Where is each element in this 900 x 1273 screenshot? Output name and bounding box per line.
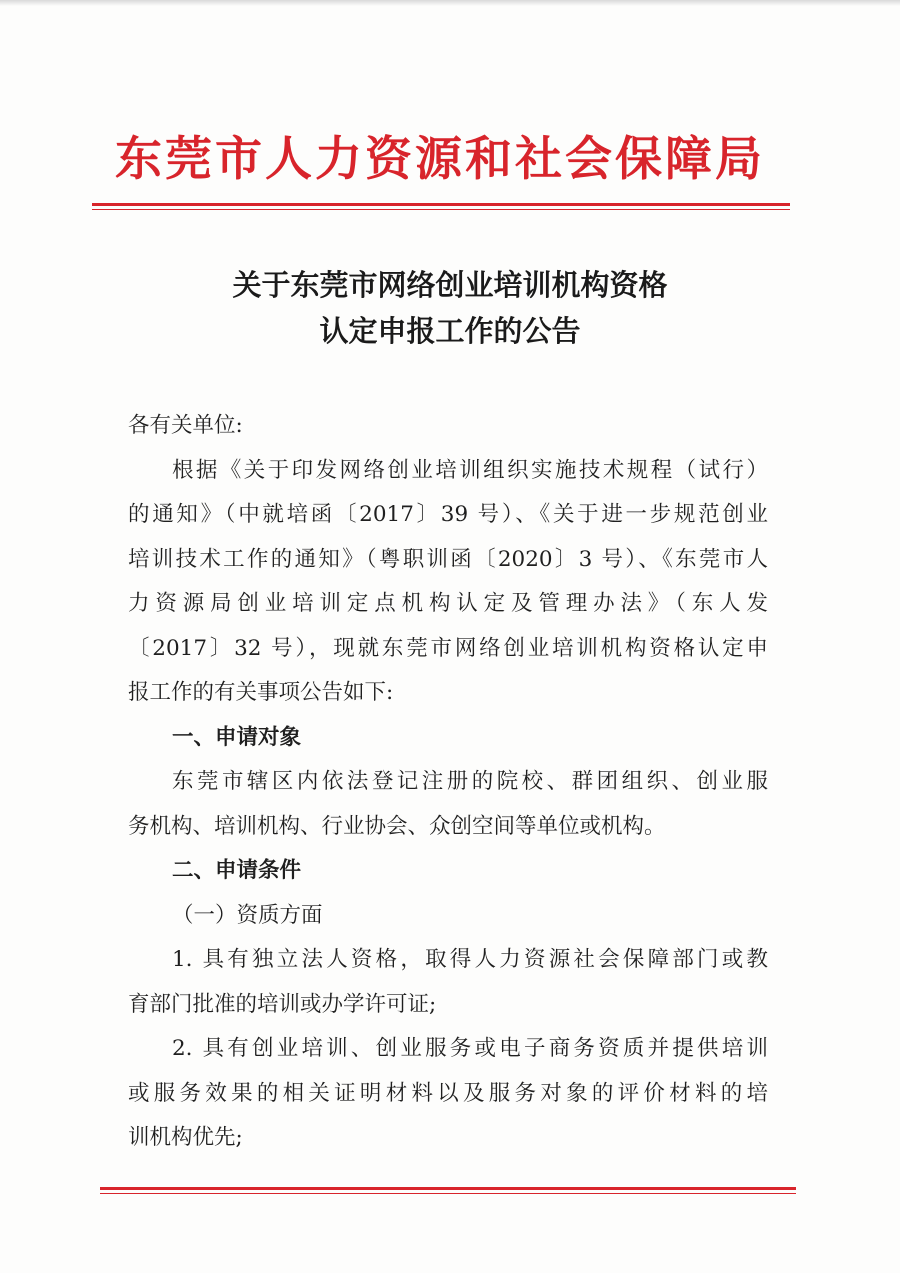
document-body [128, 404, 768, 1161]
intro-line-6: 报工作的有关事项公告如下: [128, 680, 394, 705]
intro-line-3: 培训技术工作的通知》（粤职训函〔2020〕3 号）、《东莞市人 [128, 546, 768, 572]
scan-edge-shadow [0, 0, 900, 6]
section-1-line-1: 东莞市辖区内依法登记注册的院校、群团组织、创业服 [172, 769, 768, 794]
footer-red-rule [100, 1187, 796, 1194]
document-title-line-2: 认定申报工作的公告 [319, 314, 581, 348]
salutation: 各有关单位: [128, 413, 243, 438]
intro-line-5: 〔2017〕32 号），现就东莞市网络创业培训机构资格认定申 [128, 635, 768, 661]
issuing-authority-masthead: 东莞市人力资源和社会保障局 [115, 132, 765, 187]
item-1-line-1: 1. 具有独立法人资格，取得人力资源社会保障部门或教 [172, 947, 768, 972]
masthead-red-rule [92, 203, 790, 210]
document-title-line-1: 关于东莞市网络创业培训机构资格 [232, 268, 668, 302]
section-1-heading: 一、申请对象 [172, 724, 302, 750]
section-2-heading: 二、申请条件 [172, 858, 302, 883]
document-title [100, 262, 800, 354]
section-1-line-2: 务机构、培训机构、行业协会、众创空间等单位或机构。 [128, 813, 666, 839]
item-2-line-1: 2. 具有创业培训、创业服务或电子商务资质并提供培训 [172, 1036, 768, 1061]
item-2-line-2: 或服务效果的相关证明材料以及服务对象的评价材料的培 [128, 1080, 768, 1106]
intro-line-1: 根据《关于印发网络创业培训组织实施技术规程（试行） [172, 457, 768, 483]
item-1-line-2: 育部门批准的培训或办学许可证; [128, 991, 437, 1017]
intro-line-2: 的通知》（中就培函〔2017〕39 号）、《关于进一步规范创业 [128, 502, 768, 527]
item-2-line-3: 训机构优先; [128, 1125, 243, 1150]
subsection-1-heading: （一）资质方面 [172, 902, 323, 928]
intro-line-4: 力资源局创业培训定点机构认定及管理办法》（东人发 [128, 591, 768, 616]
